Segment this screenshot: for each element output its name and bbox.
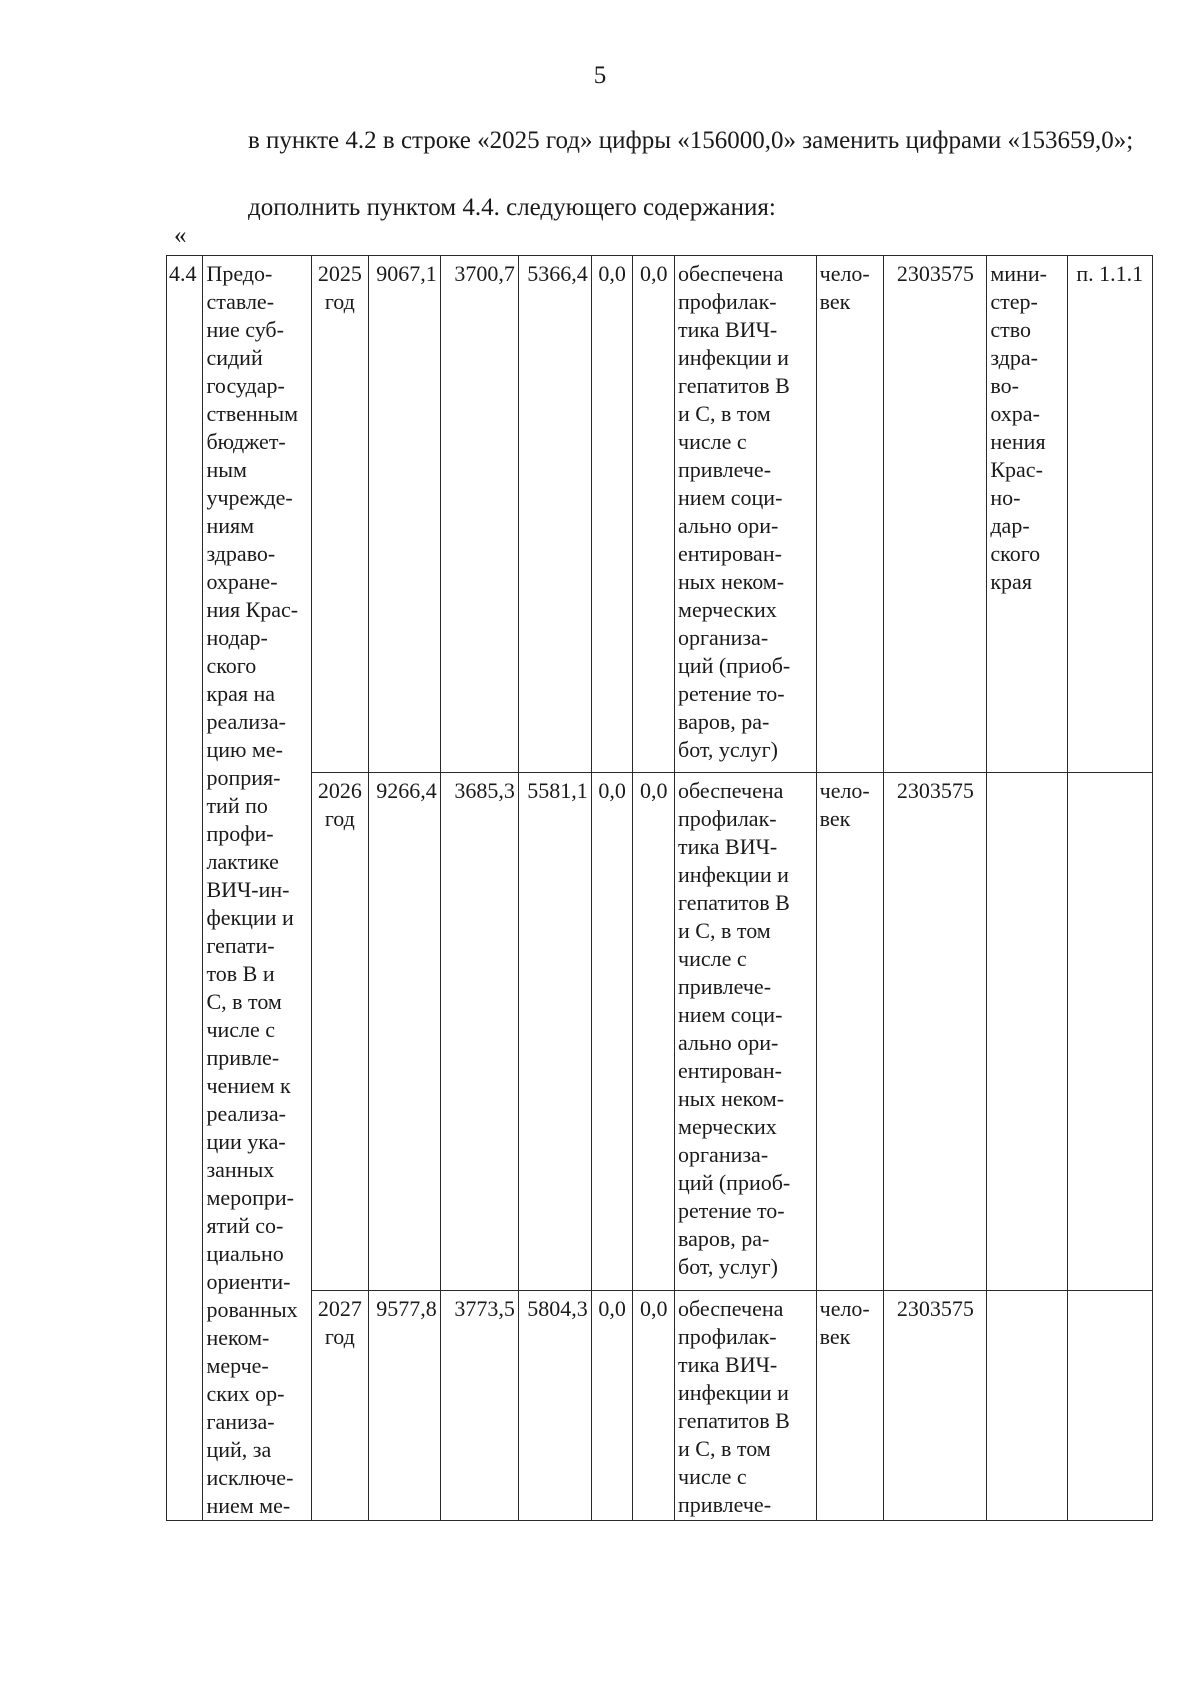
text-line: фекции и bbox=[206, 905, 294, 930]
text-line: привлече- bbox=[678, 974, 772, 1000]
opening-quote-mark: « bbox=[174, 222, 187, 249]
funding-cell-2: 3685,3 bbox=[440, 773, 518, 1290]
text-line: ского bbox=[990, 541, 1041, 566]
text-line: числе с bbox=[678, 946, 747, 972]
text-line: ретение то- bbox=[678, 681, 785, 706]
unit-cell bbox=[816, 773, 884, 1290]
text-line: ВИЧ-ин- bbox=[206, 877, 290, 902]
text-line: учрежде- bbox=[206, 485, 293, 510]
text-line: варов, ра- bbox=[678, 709, 770, 734]
text-line: инфекции и bbox=[678, 345, 789, 370]
text-line: год bbox=[324, 289, 355, 314]
text-line: бот, услуг) bbox=[678, 737, 778, 762]
funding-cell-4: 0,0 bbox=[591, 1290, 633, 1520]
funding-cell-4: 0,0 bbox=[591, 773, 633, 1290]
text-line: гепатитов В bbox=[678, 1407, 790, 1433]
text-line: ганиза- bbox=[206, 1409, 275, 1434]
funding-cell-4: 0,0 bbox=[591, 256, 633, 773]
text-line: мерческих bbox=[678, 597, 777, 622]
text-line: ского bbox=[206, 653, 257, 678]
funding-cell-5: 0,0 bbox=[633, 1290, 675, 1520]
unit-cell bbox=[816, 256, 884, 773]
text-line: 2025 bbox=[317, 261, 362, 286]
text-line: обеспечена bbox=[678, 1295, 784, 1321]
text-line: гепати- bbox=[206, 933, 275, 958]
text-line: ентирован- bbox=[678, 541, 782, 566]
funding-cell-3: 5366,4 bbox=[518, 256, 591, 773]
text-line: числе с bbox=[678, 429, 747, 454]
text-line: охране- bbox=[206, 569, 278, 594]
year-cell bbox=[311, 1290, 368, 1520]
text-line: во- bbox=[990, 373, 1019, 398]
text-line: нием ме- bbox=[206, 1493, 291, 1518]
text-line: тика ВИЧ- bbox=[678, 834, 778, 860]
text-line: ставле- bbox=[206, 289, 275, 314]
text-line: циально bbox=[206, 1241, 284, 1266]
text-line: реализа- bbox=[206, 1101, 286, 1126]
year-cell bbox=[311, 773, 368, 1290]
text-line: 2027 bbox=[317, 1295, 362, 1321]
table-row bbox=[167, 1290, 1153, 1520]
executor-cell bbox=[987, 773, 1067, 1290]
result-cell bbox=[675, 256, 817, 773]
text-line: Крас- bbox=[990, 457, 1043, 482]
table-row bbox=[167, 256, 1153, 773]
text-line: и С, в том bbox=[678, 1435, 771, 1461]
text-line: организа- bbox=[678, 625, 769, 650]
result-cell bbox=[675, 1290, 817, 1520]
reference-cell bbox=[1067, 1290, 1152, 1520]
text-line: ство bbox=[990, 317, 1031, 342]
text-line: ственным bbox=[206, 401, 299, 426]
text-line: нения bbox=[990, 429, 1046, 454]
text-line: нием соци- bbox=[678, 485, 783, 510]
text-line: цию ме- bbox=[206, 737, 283, 762]
text-line: привле- bbox=[206, 1045, 280, 1070]
text-line: неком- bbox=[206, 1325, 270, 1350]
text-line: государ- bbox=[206, 373, 285, 398]
text-line: гепатитов В bbox=[678, 890, 790, 916]
text-line: ций (приоб- bbox=[678, 653, 791, 678]
text-line: ятий со- bbox=[206, 1213, 284, 1238]
text-line: мерче- bbox=[206, 1353, 269, 1378]
funding-cell-5: 0,0 bbox=[633, 773, 675, 1290]
text-line: 2026 bbox=[317, 778, 362, 804]
text-line: ния Крас- bbox=[206, 597, 299, 622]
text-line: год bbox=[324, 806, 355, 832]
text-line: здраво- bbox=[206, 541, 276, 566]
text-line: чело- bbox=[819, 1295, 870, 1321]
text-line: мерческих bbox=[678, 1114, 777, 1140]
total-cell: 9577,8 bbox=[368, 1290, 440, 1520]
amendment-paragraph-1: в пункте 4.2 в строке «2025 год» цифры «156000,0» заменить цифрами «153659,0»; bbox=[248, 127, 1134, 154]
funding-cell-3: 5804,3 bbox=[518, 1290, 591, 1520]
text-line: стер- bbox=[990, 289, 1038, 314]
text-line: ретение то- bbox=[678, 1198, 785, 1224]
text-line: меропри- bbox=[206, 1185, 294, 1210]
text-line: обеспечена bbox=[678, 778, 784, 804]
total-cell: 9266,4 bbox=[368, 773, 440, 1290]
text-line: год bbox=[324, 1323, 355, 1349]
text-line: век bbox=[819, 289, 851, 314]
text-line: роприя- bbox=[206, 765, 281, 790]
text-line: ских ор- bbox=[206, 1381, 285, 1406]
text-line: ориенти- bbox=[206, 1269, 291, 1294]
item-number-cell: 4.4 bbox=[167, 256, 203, 1521]
table-row bbox=[167, 773, 1153, 1290]
year-cell bbox=[311, 256, 368, 773]
text-line: привлече- bbox=[678, 1491, 772, 1517]
text-line: здра- bbox=[990, 345, 1038, 370]
executor-cell bbox=[987, 1290, 1067, 1520]
funding-cell-3: 5581,1 bbox=[518, 773, 591, 1290]
text-line: чело- bbox=[819, 778, 870, 804]
text-line: но- bbox=[990, 485, 1021, 510]
reference-cell: п. 1.1.1 bbox=[1067, 256, 1152, 773]
text-line: бот, услуг) bbox=[678, 1254, 778, 1280]
page-number: 5 bbox=[593, 62, 607, 89]
amendment-paragraph-2: дополнить пунктом 4.4. следующего содержания: bbox=[248, 194, 776, 221]
executor-cell bbox=[987, 256, 1067, 773]
text-line: тов В и bbox=[206, 961, 275, 986]
text-line: инфекции и bbox=[678, 862, 789, 888]
text-line: мини- bbox=[990, 261, 1047, 286]
text-line: реализа- bbox=[206, 709, 286, 734]
unit-cell bbox=[816, 1290, 884, 1520]
text-line: чением к bbox=[206, 1073, 291, 1098]
text-line: рованных bbox=[206, 1297, 298, 1322]
text-line: ниям bbox=[206, 513, 255, 538]
text-line: нодар- bbox=[206, 625, 268, 650]
text-line: ным bbox=[206, 457, 247, 482]
text-line: век bbox=[819, 806, 851, 832]
text-line: тика ВИЧ- bbox=[678, 1351, 778, 1377]
text-line: ние суб- bbox=[206, 317, 284, 342]
text-line: исключе- bbox=[206, 1465, 294, 1490]
result-cell bbox=[675, 773, 817, 1290]
text-line: тика ВИЧ- bbox=[678, 317, 778, 342]
text-line: бюджет- bbox=[206, 429, 286, 454]
text-line: и С, в том bbox=[678, 918, 771, 944]
text-line: обеспечена bbox=[678, 261, 784, 286]
text-line: занных bbox=[206, 1157, 275, 1182]
funding-cell-2: 3773,5 bbox=[440, 1290, 518, 1520]
text-line: С, в том bbox=[206, 989, 282, 1014]
funding-cell-5: 0,0 bbox=[633, 256, 675, 773]
text-line: числе с bbox=[206, 1017, 276, 1042]
text-line: ций (приоб- bbox=[678, 1170, 791, 1196]
text-line: ально ори- bbox=[678, 513, 779, 538]
value-cell: 2303575 bbox=[884, 773, 987, 1290]
text-line: дар- bbox=[990, 513, 1030, 538]
text-line: лактике bbox=[206, 849, 279, 874]
value-cell: 2303575 bbox=[884, 256, 987, 773]
text-line: профилак- bbox=[678, 289, 777, 314]
value-cell: 2303575 bbox=[884, 1290, 987, 1520]
text-line: края bbox=[990, 569, 1032, 594]
text-line: Предо- bbox=[206, 261, 273, 286]
text-line: нием соци- bbox=[678, 1002, 783, 1028]
text-line: ций, за bbox=[206, 1437, 272, 1462]
text-line: инфекции и bbox=[678, 1379, 789, 1405]
text-line: профилак- bbox=[678, 1323, 777, 1349]
text-line: тий по bbox=[206, 793, 268, 818]
text-line: ции ука- bbox=[206, 1129, 286, 1154]
text-line: привлече- bbox=[678, 457, 772, 482]
text-line: и С, в том bbox=[678, 401, 771, 426]
text-line: ально ори- bbox=[678, 1030, 779, 1056]
text-line: гепатитов В bbox=[678, 373, 790, 398]
text-line: края на bbox=[206, 681, 276, 706]
description-cell bbox=[203, 256, 311, 1521]
text-line: профилак- bbox=[678, 806, 777, 832]
text-line: ных неком- bbox=[678, 569, 785, 594]
text-line: ентирован- bbox=[678, 1058, 782, 1084]
text-line: сидий bbox=[206, 345, 263, 370]
text-line: охра- bbox=[990, 401, 1040, 426]
funding-cell-2: 3700,7 bbox=[440, 256, 518, 773]
reference-cell bbox=[1067, 773, 1152, 1290]
text-line: организа- bbox=[678, 1142, 769, 1168]
text-line: век bbox=[819, 1323, 851, 1349]
total-cell: 9067,1 bbox=[368, 256, 440, 773]
text-line: чело- bbox=[819, 261, 870, 286]
text-line: варов, ра- bbox=[678, 1226, 770, 1252]
program-table bbox=[166, 255, 1153, 1521]
text-line: профи- bbox=[206, 821, 274, 846]
text-line: ных неком- bbox=[678, 1086, 785, 1112]
text-line: числе с bbox=[678, 1463, 747, 1489]
